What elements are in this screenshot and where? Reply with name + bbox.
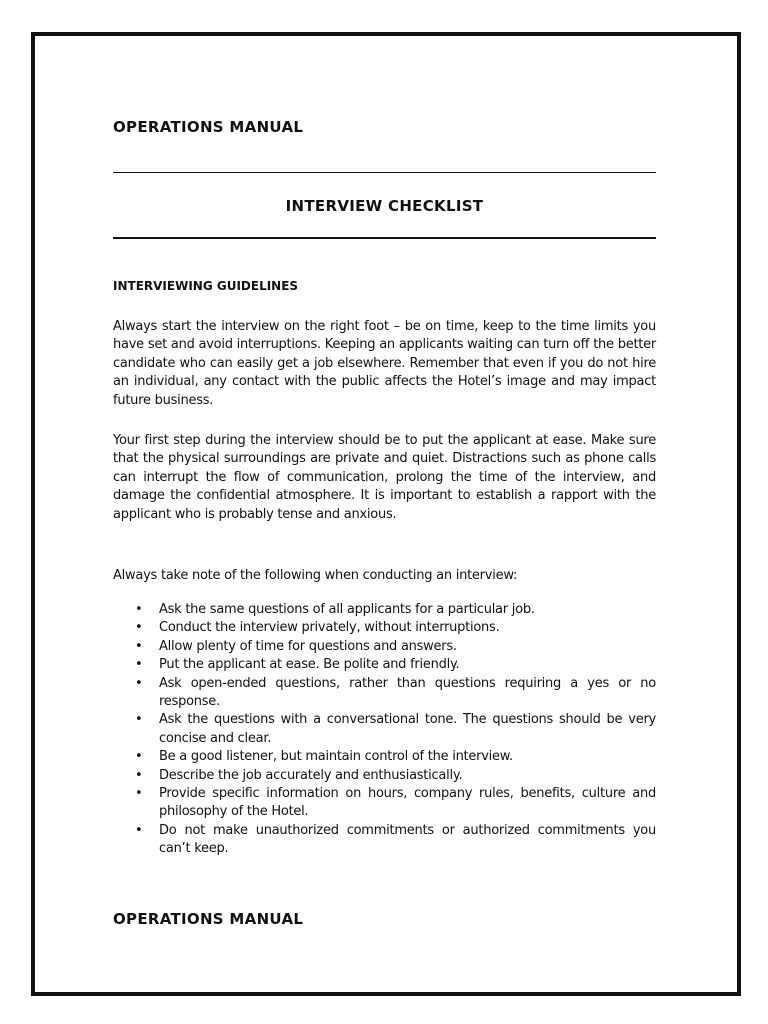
bullet-icon: • [135, 620, 143, 636]
paragraph-intro: Always start the interview on the right foot – be on time, keep to the time limits you have set and avoid interruptions. Keeping an applicants waiting can turn off the better candidate who can easily get a job elsewhere. Remember that even if you do not hire an individual, any contact with the public affects the Hotel’s image and may impact future business. [113, 319, 656, 408]
list-item [113, 748, 656, 766]
paragraph-first-step: Your first step during the interview should be to put the applicant at ease. Make sure that the physical surroundings are private and quiet. Distractions such as phone calls can interrupt the flow of communication, prolong the time of the interview, and damage the confidential atmosphere. It is important to establish a rapport with the applicant who is probably tense and anxious. [113, 433, 656, 522]
bullet-icon: • [135, 657, 143, 673]
list-item-text: Ask open-ended questions, rather than questions requiring a yes or no response. [159, 675, 656, 710]
list-item-text: Provide specific information on hours, company rules, benefits, culture and philosophy of the Hotel. [159, 786, 656, 820]
list-item [113, 711, 656, 748]
list-item [113, 619, 656, 637]
section-heading: INTERVIEWING GUIDELINES [113, 279, 299, 293]
list-item-text: Describe the job accurately and enthusiastically. [159, 767, 463, 783]
list-item-text: Allow plenty of time for questions and answers. [159, 638, 457, 654]
title-divider-top [113, 172, 656, 173]
title-divider-bottom [113, 237, 656, 239]
list-item-text: Conduct the interview privately, without interruptions. [159, 620, 500, 636]
guidelines-list [113, 601, 656, 859]
bullet-icon: • [135, 786, 143, 802]
bullet-icon: • [135, 767, 143, 783]
bullet-icon: • [135, 638, 143, 654]
list-item [113, 822, 656, 859]
list-item [113, 767, 656, 785]
list-item-text: Ask the questions with a conversational tone. The questions should be very concise and clear. [159, 712, 656, 746]
bullet-icon: • [135, 822, 143, 838]
bullet-icon: • [135, 712, 143, 728]
list-item [113, 601, 656, 619]
header-title: OPERATIONS MANUAL [113, 118, 304, 136]
list-item [113, 785, 656, 822]
paragraph-list-intro: Always take note of the following when conducting an interview: [113, 568, 518, 583]
list-item [113, 656, 656, 674]
list-item-text: Put the applicant at ease. Be polite and friendly. [159, 657, 460, 673]
list-item [113, 638, 656, 656]
bullet-icon: • [135, 749, 143, 765]
list-item-text: Be a good listener, but maintain control of the interview. [159, 749, 513, 765]
list-item-text: Ask the same questions of all applicants for a particular job. [159, 602, 535, 617]
bullet-icon: • [135, 675, 143, 691]
list-item-text: Do not make unauthorized commitments or authorized commitments you can’t keep. [159, 822, 656, 857]
bullet-icon: • [135, 602, 143, 617]
list-item [113, 675, 656, 712]
checklist-title: INTERVIEW CHECKLIST [285, 197, 484, 215]
footer-title: OPERATIONS MANUAL [113, 910, 304, 928]
